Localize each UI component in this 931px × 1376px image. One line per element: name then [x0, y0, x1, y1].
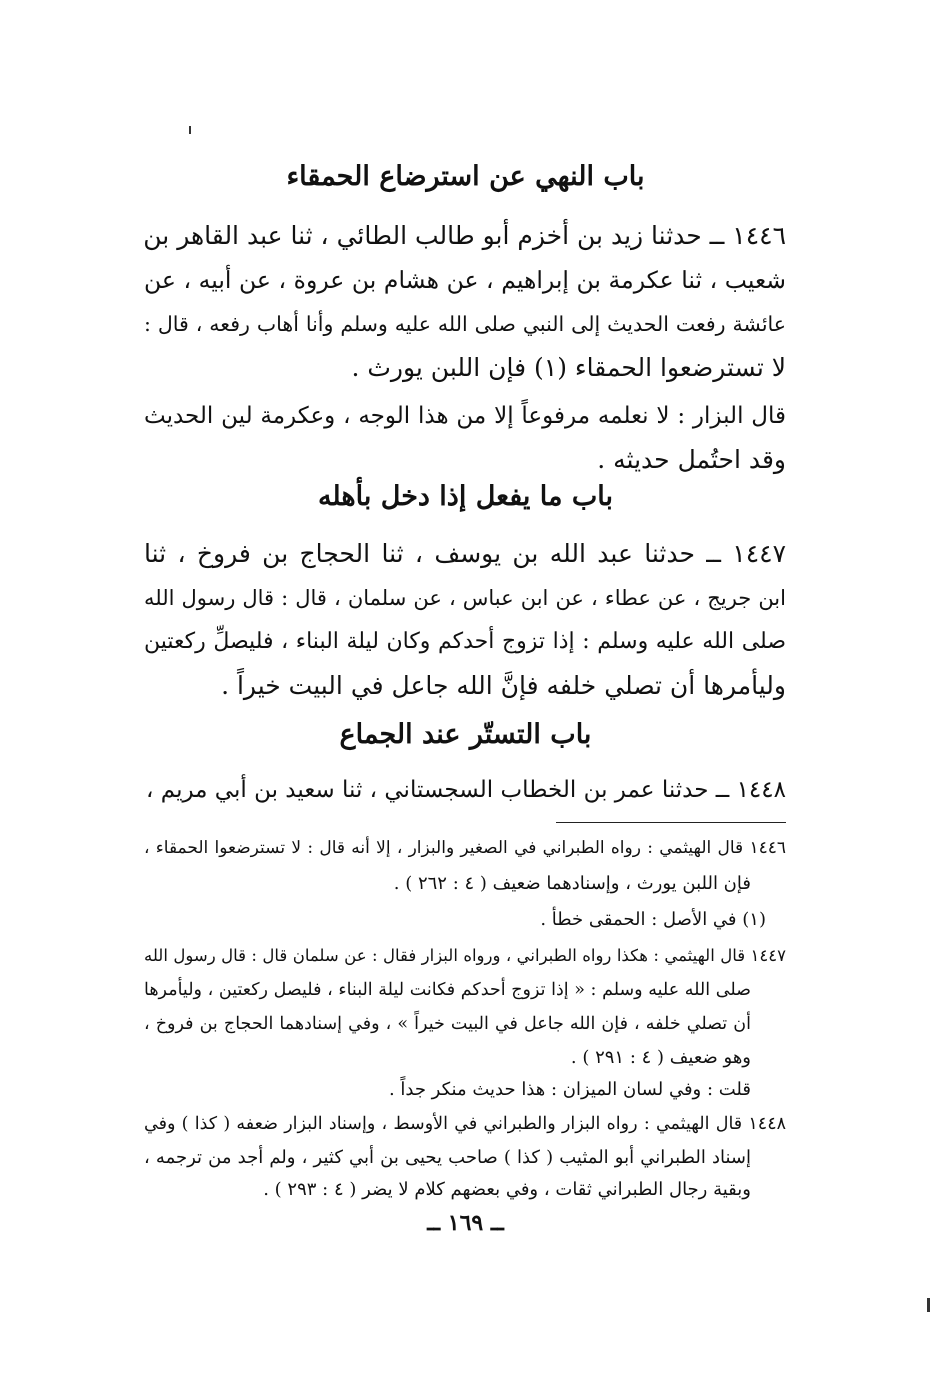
scan-speck — [189, 126, 191, 134]
section-heading-wedding-night: باب ما يفعل إذا دخل بأهله — [317, 481, 614, 512]
hadith-1446-line-2: شعيب ، ثنا عكرمة بن إبراهيم ، عن هشام بن عروة ، عن أبيه ، عن — [144, 266, 786, 294]
scan-speck — [927, 1298, 930, 1312]
hadith-1447-line-1: ١٤٤٧ ــ حدثنا عبد الله بن يوسف ، ثنا الحجاج بن فروخ ، ثنا — [144, 539, 786, 568]
hadith-1448-line-1: ١٤٤٨ ــ حدثنا عمر بن الخطاب السجستاني ، ثنا سعيد بن أبي مريم ، — [146, 777, 786, 803]
hadith-1447-line-2: ابن جريج ، عن عطاء ، عن ابن عباس ، عن سلمان ، قال : قال رسول الله — [144, 586, 786, 610]
section-heading-nursing: باب النهي عن استرضاع الحمقاء — [286, 161, 645, 192]
hadith-1447-line-4: وليأمرها أن تصلي خلفه فإنَّ الله جاعل في البيت خيراً . — [221, 671, 786, 700]
footnote-1447-line-1: ١٤٤٧ قال الهيثمي : هكذا رواه الطبراني ، ورواه البزار فقال : عن سلمان قال : قال رسول الله — [144, 946, 786, 965]
footnote-1446-line-2: فإن اللبن يورث ، وإسنادهما ضعيف ( ٤ : ٢٦٢ ) . — [393, 873, 751, 894]
section-heading-covering: باب التستّر عند الجماع — [339, 719, 592, 750]
footnote-1447-line-3: أن تصلي خلفه ، فإن الله جاعل في البيت خيراً » ، وفي إسنادهما الحجاج بن فروخ ، — [144, 1014, 751, 1034]
hadith-1446-line-1: ١٤٤٦ ــ حدثنا زيد بن أخزم أبو طالب الطائي ، ثنا عبد القاهر بن — [143, 221, 786, 250]
footnote-1448-line-3: وبقية رجال الطبراني ثقات ، وفي بعضهم كلام لا يضر ( ٤ : ٢٩٣ ) . — [263, 1179, 751, 1200]
hadith-1446-line-4: لا تسترضعوا الحمقاء (١) فإن اللبن يورث . — [351, 353, 786, 382]
footnote-1446-line-1: ١٤٤٦ قال الهيثمي : رواه الطبراني في الصغير والبزار ، إلا أنه قال : لا تسترضعوا الحمقاء ، — [144, 838, 786, 858]
hadith-1447-line-3: صلى الله عليه وسلم : إذا تزوج أحدكم وكان ليلة البناء ، فليصلِّ ركعتين — [144, 629, 786, 654]
bazzar-comment-line-2: وقد احتُمل حديثه . — [597, 445, 786, 474]
footnote-1447-line-5: قلت : وفي لسان الميزان : هذا حديث منكر جداً . — [388, 1079, 751, 1100]
page-number: ــ ١٦٩ ــ — [427, 1210, 504, 1236]
footnote-1448-line-1: ١٤٤٨ قال الهيثمي : رواه البزار والطبراني في الأوسط ، وإسناد البزار ضعفه ( كذا ) وفي — [144, 1114, 786, 1134]
footnote-1447-line-2: صلى الله عليه وسلم : « إذا تزوج أحدكم فكانت ليلة البناء ، فليصل ركعتين ، وليأمرها — [144, 980, 751, 1000]
footnote-1448-line-2: إسناد الطبراني أبو المثيب ( كذا ) صاحب يحيى بن أبي كثير ، ولم أجد من ترجمه ، — [144, 1147, 751, 1168]
bazzar-comment-line-1: قال البزار : لا نعلمه مرفوعاً إلا من هذا الوجه ، وعكرمة لين الحديث — [144, 403, 786, 429]
footnote-1447-line-4: وهو ضعيف ( ٤ : ٢٩١ ) . — [570, 1047, 751, 1068]
footnote-note-1: (١) في الأصل : الحمقى خطأ . — [540, 909, 766, 930]
footnote-separator — [556, 822, 786, 823]
hadith-1446-line-3: عائشة رفعت الحديث إلى النبي صلى الله عليه وسلم وأنا أهاب رفعه ، قال : — [144, 312, 786, 336]
